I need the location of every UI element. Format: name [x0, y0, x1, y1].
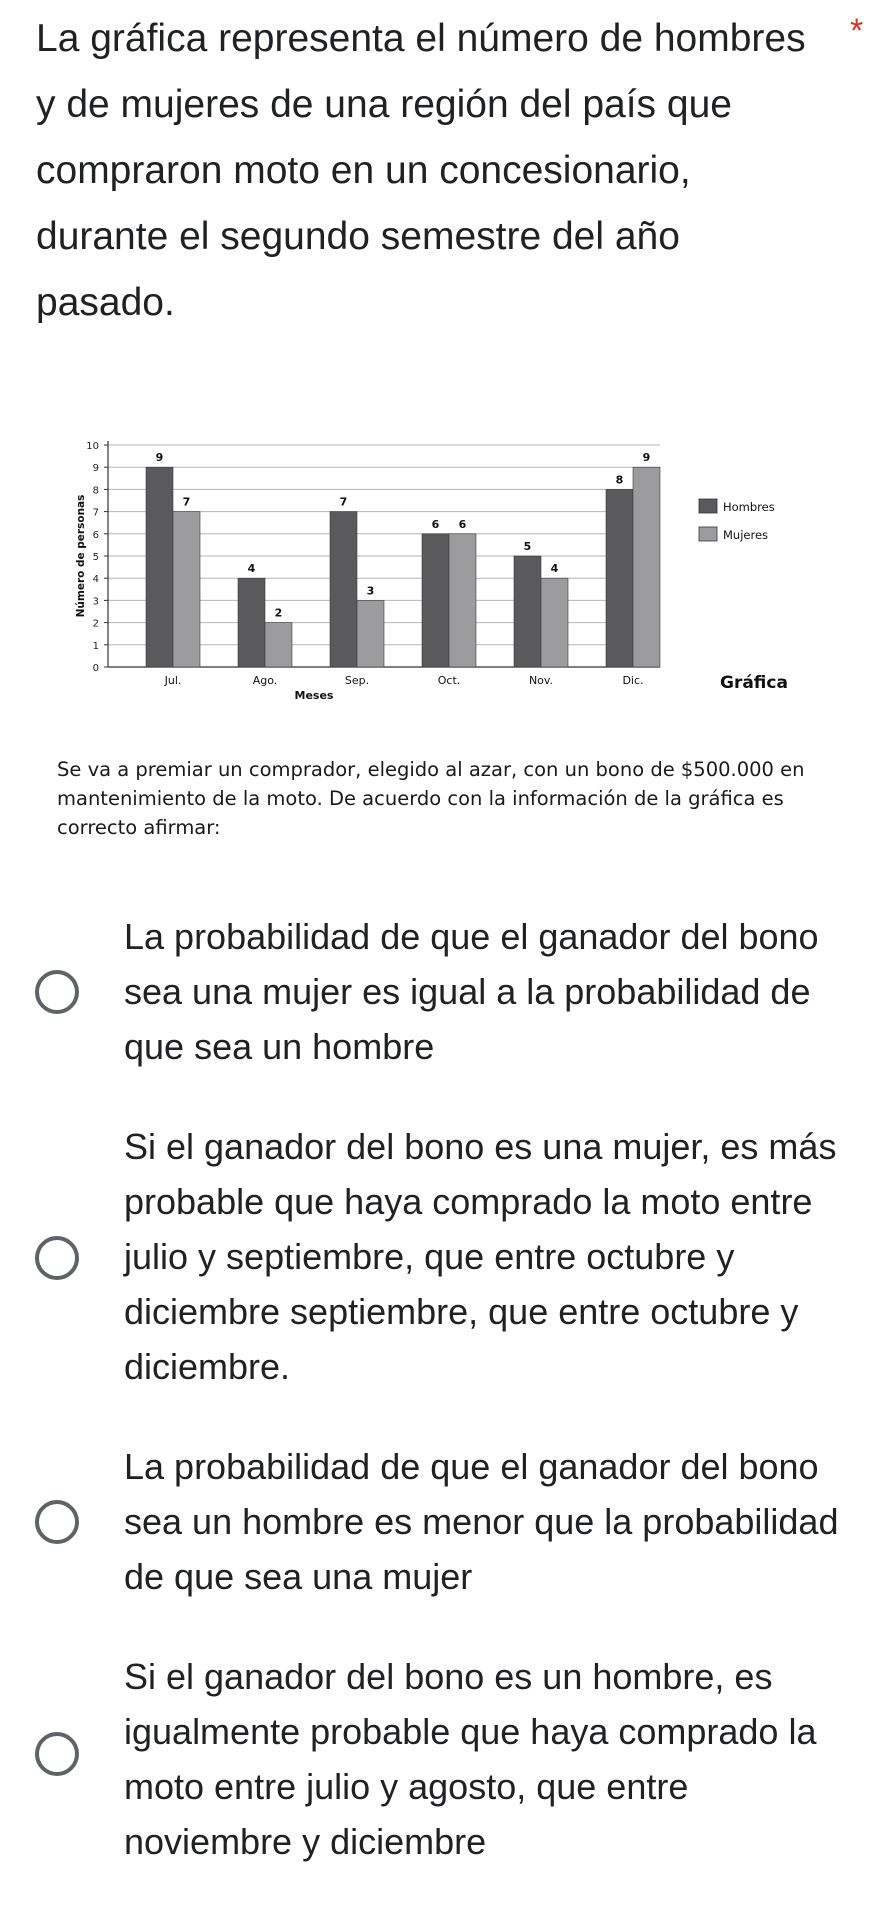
data-label: 2: [274, 606, 283, 620]
radio-button-c[interactable]: [35, 1500, 79, 1544]
y-axis-title: Número de personas: [75, 494, 87, 618]
y-tick-label: 3: [92, 596, 99, 608]
y-tick-label: 9: [92, 463, 99, 475]
bar-hombres-nov: [514, 556, 541, 667]
bar-mujeres-jul: [173, 512, 200, 667]
legend-swatch-hombres: [699, 499, 717, 513]
bar-mujeres-sep: [357, 600, 384, 667]
radio-button-b[interactable]: [35, 1236, 79, 1280]
data-label: 7: [339, 495, 348, 509]
y-tick-label: 8: [92, 485, 99, 497]
x-axis-title: Meses: [294, 689, 334, 702]
bar-mujeres-nov: [541, 578, 568, 667]
bar-hombres-sep: [330, 512, 357, 667]
bar-hombres-ago: [238, 578, 265, 667]
data-label: 9: [155, 451, 164, 465]
y-tick-label: 1: [92, 640, 99, 652]
bar-mujeres-ago: [265, 623, 292, 667]
x-tick-label: Jul.: [164, 674, 182, 687]
y-tick-label: 2: [92, 618, 99, 630]
question-statement: Se va a premiar un comprador, elegido al azar, con un bono de $500.000 en mantenimiento de la moto. De acuerdo con la información de la gráfica es correcto afirmar:: [57, 758, 805, 839]
bar-hombres-dic: [606, 489, 633, 667]
data-label: 6: [458, 517, 467, 531]
x-tick-label: Nov.: [528, 674, 554, 687]
data-label: 7: [182, 495, 191, 509]
bar-chart: [60, 430, 820, 720]
option-label-b[interactable]: Si el ganador del bono es una mujer, es más probable que haya comprado la moto entre julio y septiembre, que entre octubre y diciembre septiembre, que entre octubre y diciembre.: [124, 1126, 837, 1387]
legend-swatch-mujeres: [699, 527, 717, 541]
radio-button-a[interactable]: [35, 970, 79, 1014]
x-tick-label: Dic.: [622, 674, 644, 687]
data-label: 9: [642, 451, 651, 465]
option-label-c[interactable]: La probabilidad de que el ganador del bono sea un hombre es menor que la probabilidad de que sea una mujer: [124, 1446, 839, 1597]
y-tick-label: 7: [92, 507, 99, 519]
y-tick-label: 10: [86, 441, 99, 452]
data-label: 5: [523, 540, 532, 553]
bar-hombres-oct: [422, 534, 449, 667]
legend-label-hombres: Hombres: [723, 500, 775, 514]
question-title: La gráfica representa el número de hombres y de mujeres de una región del país que compraron moto en un concesionario, durante el segundo semestre del año pasado.: [36, 17, 806, 324]
data-label: 4: [247, 562, 256, 576]
data-label: 8: [615, 473, 624, 487]
data-label: 4: [550, 562, 559, 576]
legend-label-mujeres: Mujeres: [723, 528, 769, 542]
chart-caption: Gráfica: [720, 673, 788, 693]
bar-chart-figure: [60, 430, 820, 720]
bar-hombres-jul: [146, 467, 173, 667]
required-asterisk: *: [850, 12, 864, 50]
x-tick-label: Sep.: [344, 674, 370, 687]
radio-button-d[interactable]: [35, 1732, 79, 1776]
y-tick-label: 4: [92, 574, 99, 586]
bar-mujeres-dic: [633, 467, 660, 667]
bar-mujeres-oct: [449, 534, 476, 667]
x-tick-label: Ago.: [252, 674, 278, 687]
y-tick-label: 5: [92, 552, 99, 563]
data-label: 3: [366, 584, 375, 598]
data-label: 6: [431, 517, 440, 531]
x-tick-label: Oct.: [437, 674, 461, 687]
option-label-d[interactable]: Si el ganador del bono es un hombre, es igualmente probable que haya comprado la moto entre julio y agosto, que entre noviembre y diciembre: [124, 1656, 817, 1862]
y-tick-label: 0: [92, 663, 99, 674]
option-label-a[interactable]: La probabilidad de que el ganador del bono sea una mujer es igual a la probabilidad de que sea un hombre: [124, 916, 819, 1067]
y-tick-label: 6: [92, 529, 99, 541]
